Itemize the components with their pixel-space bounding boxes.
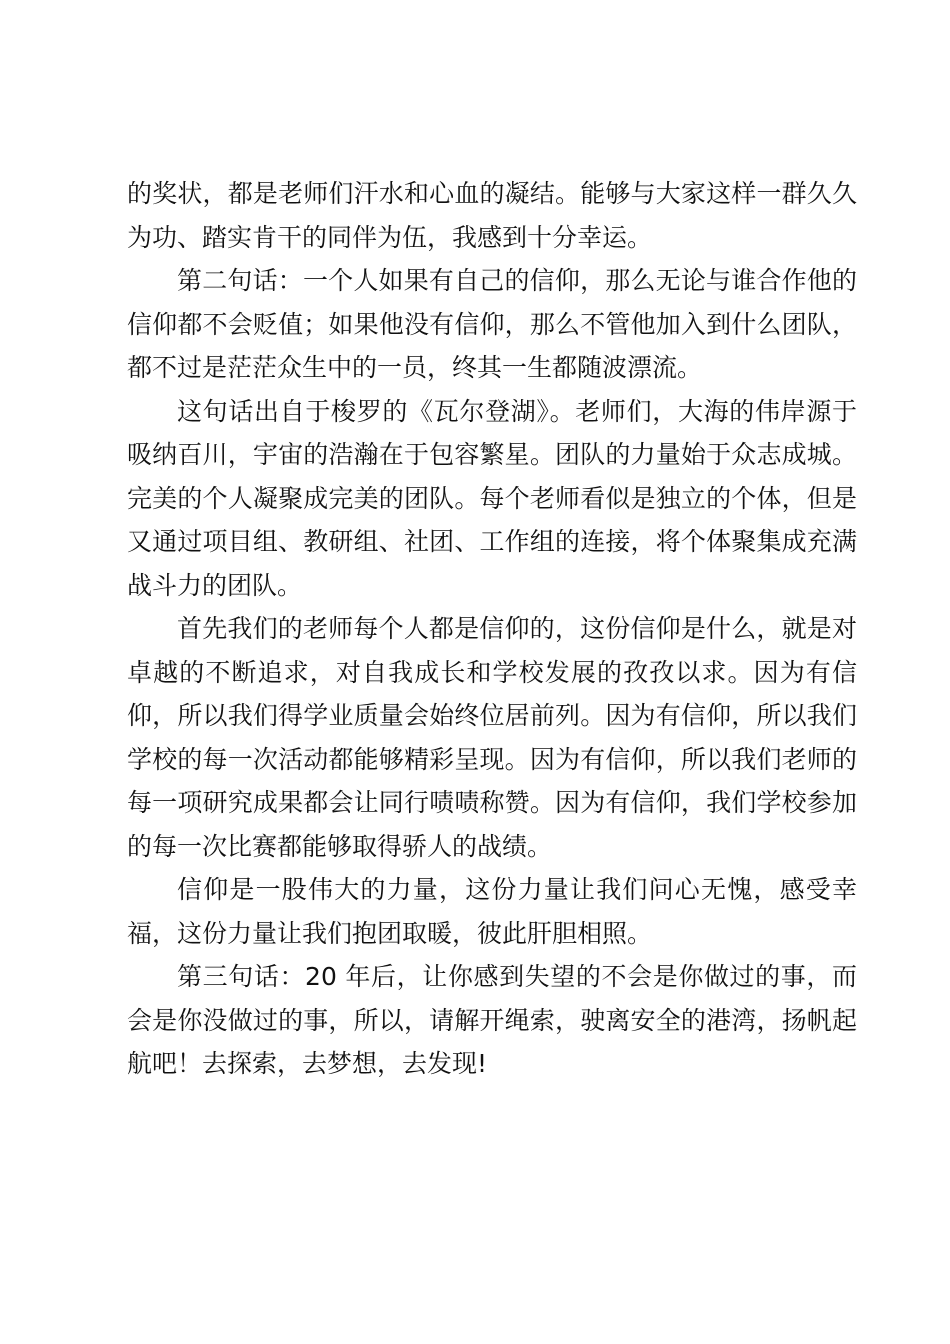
paragraph-second-saying: 第二句话：一个人如果有自己的信仰，那么无论与谁合作他的信仰都不会贬值；如果他没有信仰，那么不管他加入到什么团队，都不过是茫茫众生中的一员，终其一生都随波漂流。 (127, 266, 857, 382)
paragraph-third-saying: 第三句话：20 年后，让你感到失望的不会是你做过的事，而会是你没做过的事，所以，请解开绳索，驶离安全的港湾，扬帆起航吧！去探索，去梦想，去发现! (127, 962, 857, 1078)
paragraph-walden-quote: 这句话出自于梭罗的《瓦尔登湖》。老师们，大海的伟岸源于吸纳百川，宇宙的浩瀚在于包容繁星。团队的力量始于众志成城。完美的个人凝聚成完美的团队。每个老师看似是独立的个体，但是又通过项目组、教研组、社团、工作组的连接，将个体聚集成充满战斗力的团队。 (127, 396, 857, 600)
paragraph-continued: 的奖状，都是老师们汗水和心血的凝结。能够与大家这样一群久久为功、踏实肯干的同伴为伍，我感到十分幸运。 (127, 179, 857, 252)
document-body (127, 172, 857, 1086)
paragraph-power-of-belief: 信仰是一股伟大的力量，这份力量让我们问心无愧，感受幸福，这份力量让我们抱团取暖，彼此肝胆相照。 (127, 875, 857, 948)
paragraph-teachers-belief: 首先我们的老师每个人都是信仰的，这份信仰是什么，就是对卓越的不断追求，对自我成长和学校发展的孜孜以求。因为有信仰，所以我们得学业质量会始终位居前列。因为有信仰，所以我们学校的每一次活动都能够精彩呈现。因为有信仰，所以我们老师的每一项研究成果都会让同行啧啧称赞。因为有信仰，我们学校参加的每一次比赛都能够取得骄人的战绩。 (127, 614, 857, 861)
